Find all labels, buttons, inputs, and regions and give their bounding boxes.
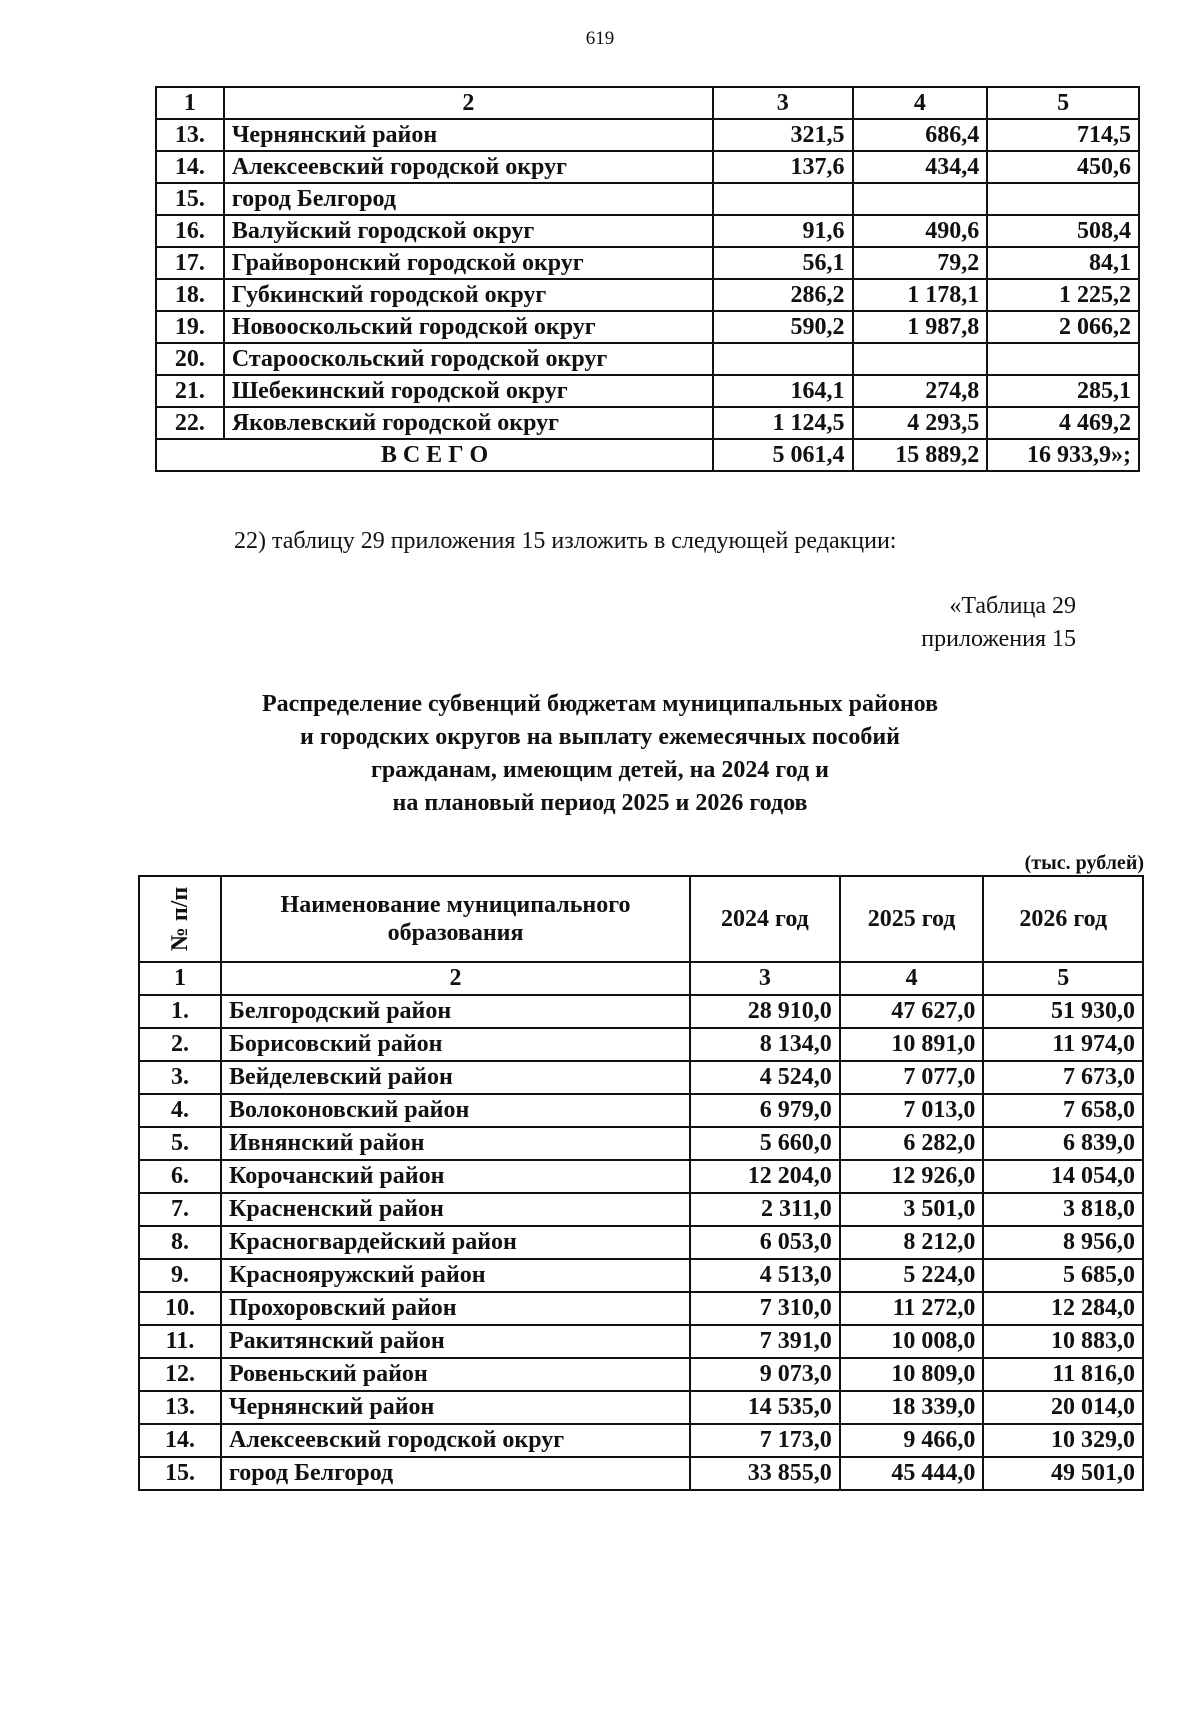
value-2024: 5 660,0 [690,1127,840,1160]
value-2025: 10 891,0 [840,1028,984,1061]
table-row [139,1127,1143,1160]
table-row [139,1325,1143,1358]
value-2025: 7 077,0 [840,1061,984,1094]
municipality-name: Белгородский район [221,995,690,1028]
value-2025 [853,183,988,215]
value-2024: 8 134,0 [690,1028,840,1061]
value-2024 [713,343,853,375]
header-2024: 2024 год [690,876,840,962]
municipality-name: Корочанский район [221,1160,690,1193]
value-2025: 8 212,0 [840,1226,984,1259]
column-number: 1 [156,87,224,119]
municipality-name: Ракитянский район [221,1325,690,1358]
value-2026 [987,343,1139,375]
column-number: 4 [853,87,988,119]
value-2024: 9 073,0 [690,1358,840,1391]
table-row [156,311,1139,343]
municipality-name: Валуйский городской округ [224,215,713,247]
table-row [139,1358,1143,1391]
value-2024: 164,1 [713,375,853,407]
value-2026: 714,5 [987,119,1139,151]
municipality-name: Губкинский городской округ [224,279,713,311]
value-2026: 10 883,0 [983,1325,1143,1358]
value-2025 [853,343,988,375]
value-2025: 6 282,0 [840,1127,984,1160]
value-2025: 47 627,0 [840,995,984,1028]
table-row [156,215,1139,247]
table-title-line: и городских округов на выплату ежемесячных пособий [300,724,900,750]
value-2025: 3 501,0 [840,1193,984,1226]
municipality-name: Ровеньский район [221,1358,690,1391]
header-row [139,876,1143,962]
value-2026: 20 014,0 [983,1391,1143,1424]
value-2025: 10 809,0 [840,1358,984,1391]
municipality-name: город Белгород [221,1457,690,1490]
value-2026: 12 284,0 [983,1292,1143,1325]
value-2026: 84,1 [987,247,1139,279]
municipality-name: Вейделевский район [221,1061,690,1094]
value-2026 [987,183,1139,215]
value-2025: 18 339,0 [840,1391,984,1424]
value-2024: 6 979,0 [690,1094,840,1127]
row-number: 11. [139,1325,221,1358]
value-2025: 686,4 [853,119,988,151]
value-2024: 590,2 [713,311,853,343]
municipality-name: Волоконовский район [221,1094,690,1127]
table-row [139,1226,1143,1259]
row-number: 6. [139,1160,221,1193]
total-row [156,439,1139,471]
value-2025: 274,8 [853,375,988,407]
row-number: 4. [139,1094,221,1127]
row-number: 15. [139,1457,221,1490]
municipality-name: Алексеевский городской округ [224,151,713,183]
value-2025: 79,2 [853,247,988,279]
value-2024: 56,1 [713,247,853,279]
value-2024: 4 513,0 [690,1259,840,1292]
row-number: 19. [156,311,224,343]
row-number: 3. [139,1061,221,1094]
row-number: 9. [139,1259,221,1292]
row-number: 14. [139,1424,221,1457]
municipality-name: Прохоровский район [221,1292,690,1325]
page-number: 619 [585,28,615,49]
table-row [139,1424,1143,1457]
header-number [139,876,221,962]
row-number: 20. [156,343,224,375]
value-2026: 49 501,0 [983,1457,1143,1490]
table-row [156,119,1139,151]
value-2026: 6 839,0 [983,1127,1143,1160]
column-number: 4 [840,962,984,995]
value-2025: 12 926,0 [840,1160,984,1193]
table-title [0,688,1200,820]
value-2025: 11 272,0 [840,1292,984,1325]
value-2026: 14 054,0 [983,1160,1143,1193]
value-2024: 2 311,0 [690,1193,840,1226]
value-2026: 7 658,0 [983,1094,1143,1127]
value-2024: 7 391,0 [690,1325,840,1358]
column-number-row [139,962,1143,995]
value-2026: 450,6 [987,151,1139,183]
municipality-name: Чернянский район [224,119,713,151]
table-row [139,1028,1143,1061]
row-number: 16. [156,215,224,247]
value-2026: 51 930,0 [983,995,1143,1028]
table-row [139,1391,1143,1424]
header-2026: 2026 год [983,876,1143,962]
column-number: 3 [690,962,840,995]
table-row [139,1061,1143,1094]
row-number: 22. [156,407,224,439]
table-row [139,1259,1143,1292]
value-2026: 4 469,2 [987,407,1139,439]
table-row [156,375,1139,407]
column-number-row [156,87,1139,119]
table-row [156,151,1139,183]
municipality-name: Шебекинский городской округ [224,375,713,407]
municipality-name: Красногвардейский район [221,1226,690,1259]
table-title-line: гражданам, имеющим детей, на 2024 год и [370,757,830,783]
table-row [139,1160,1143,1193]
municipality-name: Яковлевский городской округ [224,407,713,439]
row-number: 5. [139,1127,221,1160]
municipality-name: Чернянский район [221,1391,690,1424]
municipality-name: Краснояружский район [221,1259,690,1292]
table-reference [921,590,1076,656]
header-number-text: № п/п [166,886,193,952]
value-2024: 91,6 [713,215,853,247]
value-2025: 1 987,8 [853,311,988,343]
row-number: 8. [139,1226,221,1259]
column-number: 3 [713,87,853,119]
value-2026: 5 685,0 [983,1259,1143,1292]
table-title-line: на плановый период 2025 и 2026 годов [392,790,808,816]
value-2026: 16 933,9»; [987,439,1139,471]
column-number: 5 [983,962,1143,995]
value-2025: 1 178,1 [853,279,988,311]
row-number: 21. [156,375,224,407]
row-number: 10. [139,1292,221,1325]
column-number: 1 [139,962,221,995]
municipality-name: Новооскольский городской округ [224,311,713,343]
row-number: 13. [156,119,224,151]
value-2026: 3 818,0 [983,1193,1143,1226]
value-2025: 4 293,5 [853,407,988,439]
row-number: 17. [156,247,224,279]
row-number: 15. [156,183,224,215]
value-2025: 434,4 [853,151,988,183]
value-2026: 508,4 [987,215,1139,247]
value-2025: 10 008,0 [840,1325,984,1358]
header-2025: 2025 год [840,876,984,962]
value-2024 [713,183,853,215]
column-number: 5 [987,87,1139,119]
value-2024: 7 173,0 [690,1424,840,1457]
value-2026: 1 225,2 [987,279,1139,311]
value-2025: 490,6 [853,215,988,247]
table-row [156,247,1139,279]
units-label: (тыс. рублей) [1024,852,1144,874]
subvention-table [138,875,1144,1491]
row-number: 7. [139,1193,221,1226]
municipality-name: Старооскольский городской округ [224,343,713,375]
value-2026: 2 066,2 [987,311,1139,343]
table-row [139,1193,1143,1226]
municipality-name: Ивнянский район [221,1127,690,1160]
table-row [156,183,1139,215]
value-2025: 45 444,0 [840,1457,984,1490]
table-row [139,995,1143,1028]
column-number: 2 [221,962,690,995]
value-2025: 5 224,0 [840,1259,984,1292]
total-label: В С Е Г О [156,439,713,471]
value-2026: 11 974,0 [983,1028,1143,1061]
row-number: 14. [156,151,224,183]
row-number: 2. [139,1028,221,1061]
value-2024: 7 310,0 [690,1292,840,1325]
value-2024: 28 910,0 [690,995,840,1028]
value-2024: 321,5 [713,119,853,151]
value-2024: 6 053,0 [690,1226,840,1259]
value-2024: 137,6 [713,151,853,183]
row-number: 12. [139,1358,221,1391]
header-name: Наименование муниципального образования [221,876,690,962]
value-2024: 14 535,0 [690,1391,840,1424]
municipality-name: Алексеевский городской округ [221,1424,690,1457]
table-row [156,407,1139,439]
table-row [139,1457,1143,1490]
subvention-table-continued [155,86,1140,472]
value-2024: 1 124,5 [713,407,853,439]
value-2024: 12 204,0 [690,1160,840,1193]
value-2026: 8 956,0 [983,1226,1143,1259]
table-reference-line: «Таблица 29 [949,593,1076,619]
column-number: 2 [224,87,713,119]
value-2026: 285,1 [987,375,1139,407]
value-2026: 11 816,0 [983,1358,1143,1391]
table-row [156,279,1139,311]
value-2026: 10 329,0 [983,1424,1143,1457]
table-title-line: Распределение субвенций бюджетам муниципальных районов [261,691,939,717]
value-2025: 7 013,0 [840,1094,984,1127]
value-2024: 4 524,0 [690,1061,840,1094]
table-row [156,343,1139,375]
table-row [139,1292,1143,1325]
value-2024: 33 855,0 [690,1457,840,1490]
value-2025: 15 889,2 [853,439,988,471]
value-2025: 9 466,0 [840,1424,984,1457]
value-2024: 5 061,4 [713,439,853,471]
row-number: 18. [156,279,224,311]
municipality-name: Борисовский район [221,1028,690,1061]
row-number: 13. [139,1391,221,1424]
municipality-name: Грайворонский городской округ [224,247,713,279]
municipality-name: Красненский район [221,1193,690,1226]
table-row [139,1094,1143,1127]
value-2026: 7 673,0 [983,1061,1143,1094]
row-number: 1. [139,995,221,1028]
amendment-instruction: 22) таблицу 29 приложения 15 изложить в следующей редакции: [234,528,897,554]
value-2024: 286,2 [713,279,853,311]
municipality-name: город Белгород [224,183,713,215]
table-reference-line: приложения 15 [921,626,1076,652]
